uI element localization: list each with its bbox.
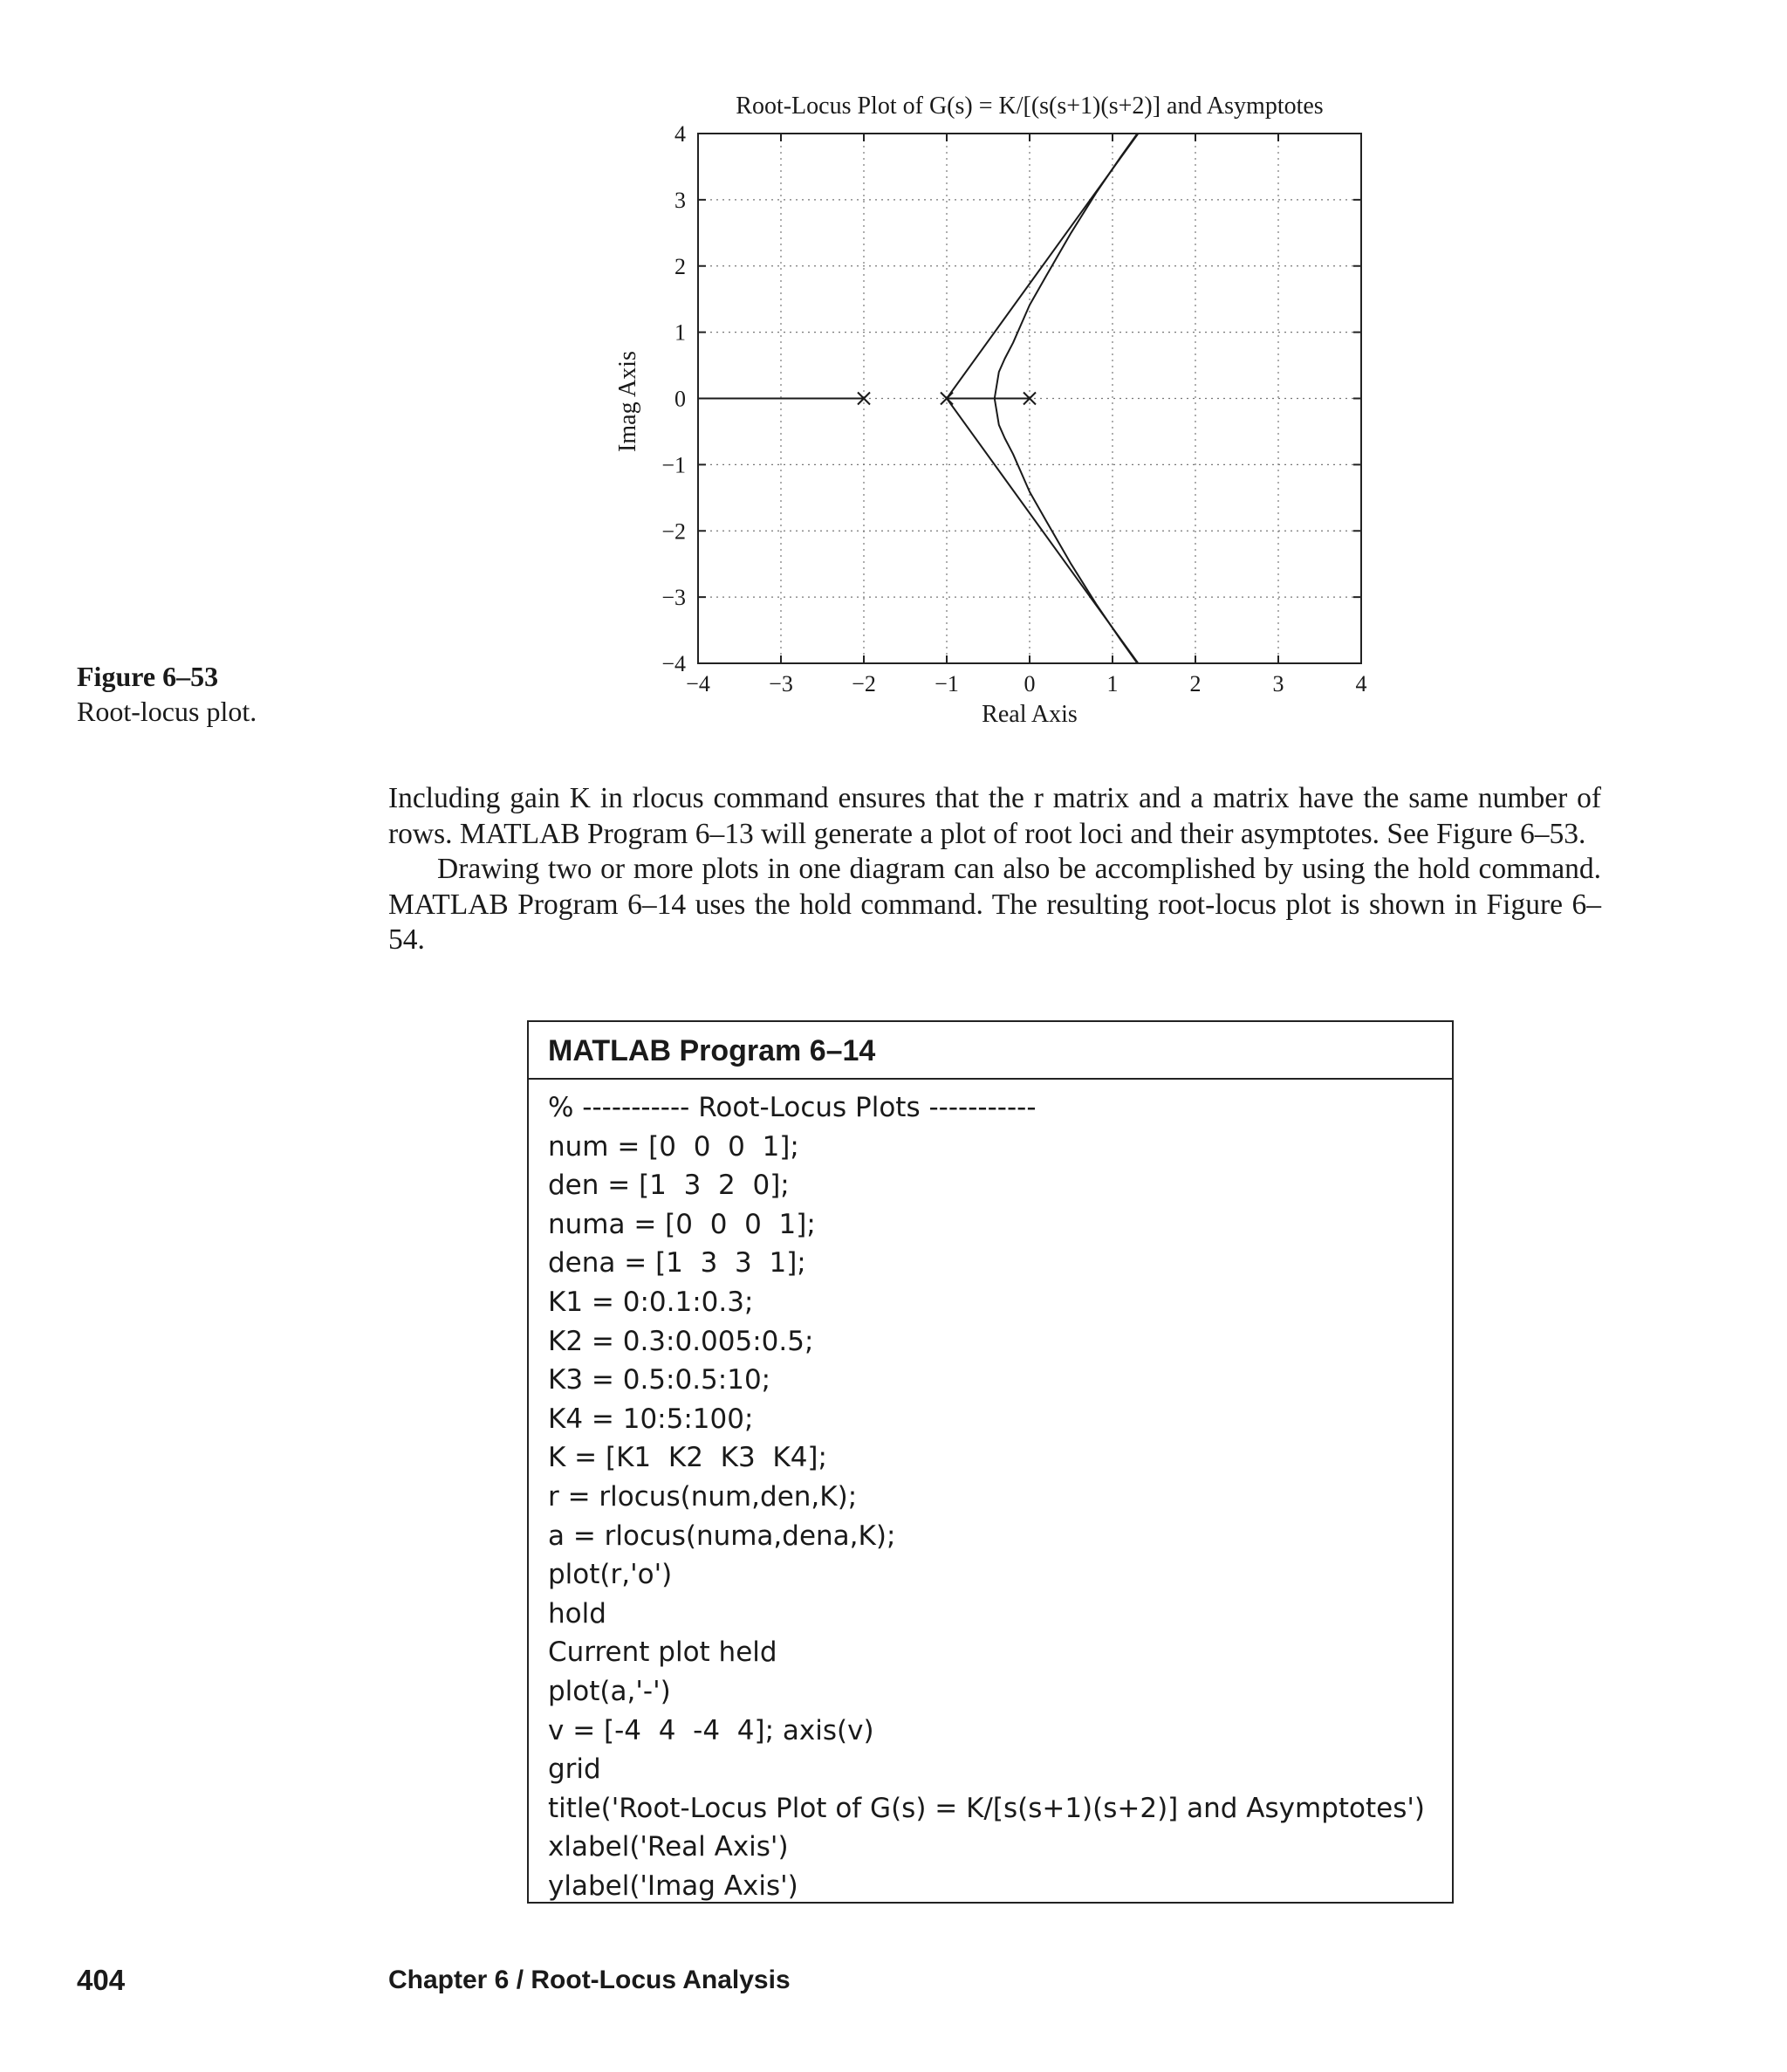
- y-tick-label: −1: [661, 452, 686, 478]
- x-tick-label: 1: [1106, 671, 1119, 696]
- y-tick-label: 4: [674, 121, 686, 147]
- x-tick-label: 0: [1024, 671, 1036, 696]
- code-line: num = [0 0 0 1];: [548, 1130, 799, 1163]
- code-line: plot(r,'o'): [548, 1559, 673, 1591]
- code-line: K2 = 0.3:0.005:0.5;: [548, 1325, 814, 1357]
- code-line: hold: [548, 1597, 606, 1629]
- code-line: grid: [548, 1753, 601, 1786]
- paragraph: Including gain K in rlocus command ensures that the r matrix and a matrix have the same number of rows. MATLAB Program 6–13 will generate a plot of root loci and their asymptotes. See Figure 6–53.: [388, 782, 1601, 850]
- matlab-program-box: [527, 1020, 1454, 1904]
- chart-title: Root-Locus Plot of G(s) = K/[(s(s+1)(s+2)] and Asymptotes: [736, 93, 1324, 120]
- body-text: [388, 781, 1601, 958]
- code-line: % ----------- Root-Locus Plots -----------: [548, 1092, 1037, 1123]
- code-line: Current plot held: [548, 1636, 777, 1669]
- code-line: numa = [0 0 0 1];: [548, 1208, 816, 1240]
- root-locus-chart: [0, 0, 1787, 768]
- y-tick-label: −4: [661, 651, 686, 676]
- code-line: K4 = 10:5:100;: [548, 1403, 754, 1435]
- program-title: MATLAB Program 6–14: [529, 1022, 1452, 1080]
- code-line: ylabel('Imag Axis'): [548, 1870, 798, 1902]
- page-number: 404: [77, 1964, 126, 1996]
- code-line: plot(a,'-'): [548, 1675, 671, 1707]
- code-line: r = rlocus(num,den,K);: [548, 1480, 858, 1513]
- y-tick-label: 2: [674, 253, 686, 279]
- code-line: K3 = 0.5:0.5:10;: [548, 1364, 771, 1396]
- paragraph: Drawing two or more plots in one diagram can also be accomplished by using the hold command. MATLAB Program 6–14 uses the hold command. The resulting root-locus plot is shown in Figure 6–54.: [388, 853, 1601, 956]
- code-line: dena = [1 3 3 1];: [548, 1247, 806, 1280]
- x-tick-label: 3: [1272, 671, 1284, 696]
- x-tick-label: −1: [935, 671, 959, 696]
- figure-label: Figure 6–53: [77, 661, 219, 692]
- code-line: a = rlocus(numa,dena,K);: [548, 1520, 896, 1552]
- y-tick-label: −2: [661, 518, 686, 545]
- series-asymptote-upper: [947, 134, 1138, 399]
- x-tick-label: −2: [852, 671, 876, 696]
- x-tick-label: −3: [769, 671, 793, 696]
- series-asymptote-lower: [947, 399, 1138, 664]
- chapter-running-head: Chapter 6 / Root-Locus Analysis: [388, 1966, 791, 1994]
- code-line: title('Root-Locus Plot of G(s) = K/[s(s+1)(s+2)] and Asymptotes'): [548, 1792, 1426, 1824]
- program-code: [529, 1080, 1452, 1905]
- code-line: xlabel('Real Axis'): [548, 1831, 789, 1863]
- code-line: K1 = 0:0.1:0.3;: [548, 1286, 754, 1318]
- x-axis-label: Real Axis: [982, 701, 1078, 728]
- y-tick-label: 3: [674, 187, 686, 213]
- y-axis-label: Imag Axis: [614, 351, 641, 452]
- figure-caption-text: Root-locus plot.: [77, 696, 257, 727]
- y-tick-label: −3: [661, 585, 686, 611]
- code-line: v = [-4 4 -4 4]; axis(v): [548, 1714, 874, 1746]
- code-line: K = [K1 K2 K3 K4];: [548, 1442, 827, 1474]
- x-tick-label: 2: [1189, 671, 1202, 696]
- y-tick-label: 1: [674, 319, 686, 346]
- x-tick-label: −4: [686, 671, 710, 696]
- code-line: den = [1 3 2 0];: [548, 1170, 790, 1202]
- x-tick-label: 4: [1355, 671, 1367, 696]
- y-tick-label: 0: [674, 386, 686, 412]
